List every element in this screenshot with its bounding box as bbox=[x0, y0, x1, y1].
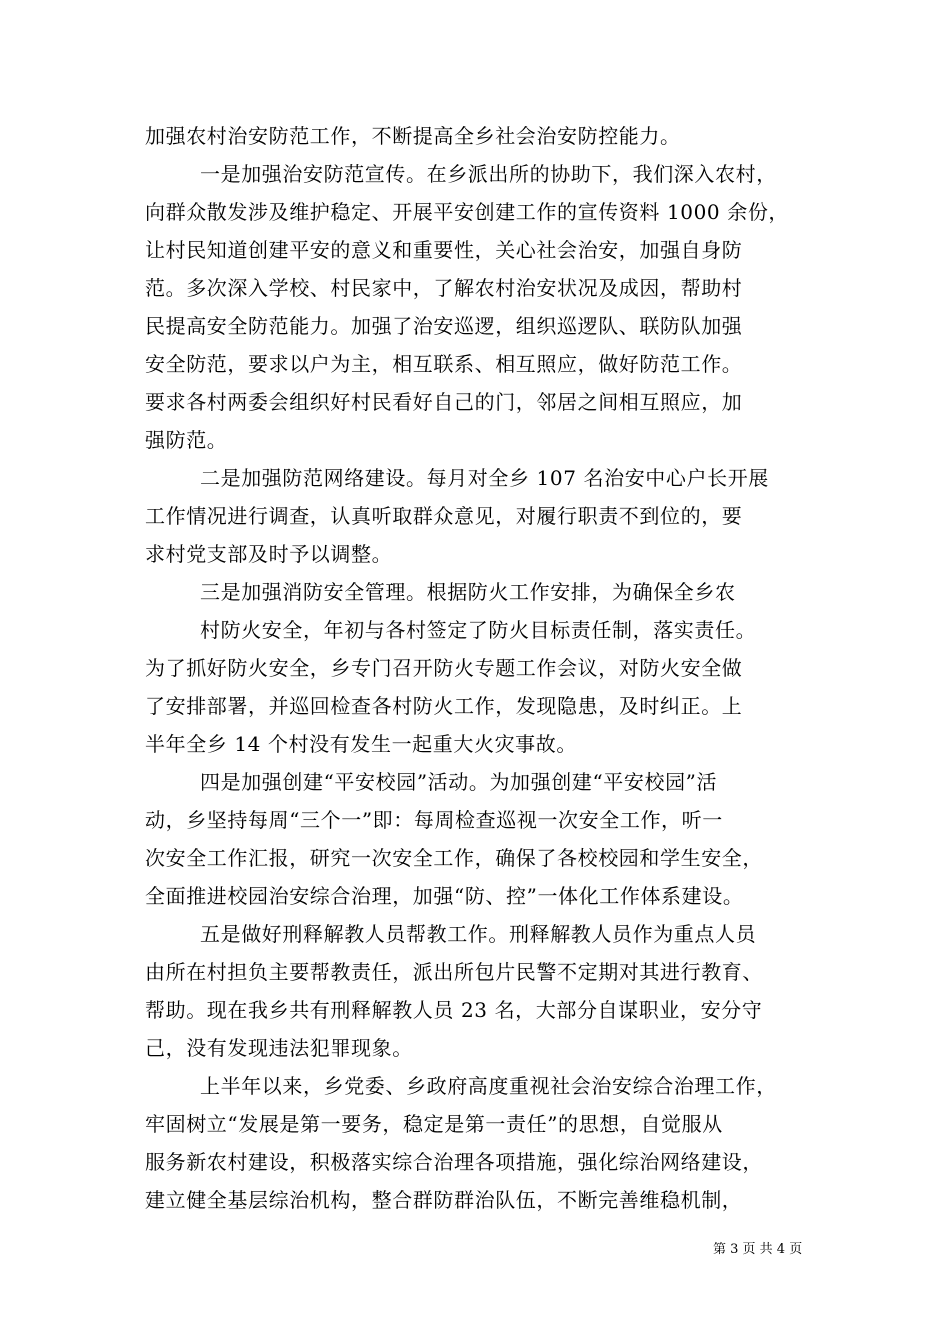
body-line: 加强农村治安防范工作，不断提高全乡社会治安防控能力。 bbox=[145, 124, 681, 148]
paragraph-first-line: 四是加强创建“平安校园”活动。为加强创建“平安校园”活 bbox=[200, 770, 718, 794]
page-number: 第 3 页 共 4 页 bbox=[713, 1242, 803, 1257]
body-line: 己，没有发现违法犯罪现象。 bbox=[145, 1036, 413, 1060]
body-line: 为了抓好防火安全，乡专门召开防火专题工作会议，对防火安全做 bbox=[145, 656, 743, 680]
body-line: 动，乡坚持每周“三个一”即：每周检查巡视一次安全工作，听一 bbox=[145, 808, 723, 832]
body-line: 服务新农村建设，积极落实综合治理各项措施，强化综治网络建设， bbox=[145, 1150, 763, 1174]
body-line: 让村民知道创建平安的意义和重要性，关心社会治安，加强自身防 bbox=[145, 238, 743, 262]
paragraph-first-line: 二是加强防范网络建设。每月对全乡 107 名治安中心户长开展 bbox=[200, 466, 769, 490]
body-line: 范。多次深入学校、村民家中，了解农村治安状况及成因，帮助村 bbox=[145, 276, 743, 300]
paragraph-first-line: 一是加强治安防范宣传。在乡派出所的协助下，我们深入农村， bbox=[200, 162, 777, 186]
body-line: 次安全工作汇报，研究一次安全工作，确保了各校校园和学生安全， bbox=[145, 846, 763, 870]
body-line: 半年全乡 14 个村没有发生一起重大火灾事故。 bbox=[145, 732, 577, 756]
body-line: 求村党支部及时予以调整。 bbox=[145, 542, 393, 566]
paragraph-first-line: 五是做好刑释解教人员帮教工作。刑释解教人员作为重点人员 bbox=[200, 922, 757, 946]
body-line: 安全防范，要求以户为主，相互联系、相互照应，做好防范工作。 bbox=[145, 352, 743, 376]
body-line: 帮助。现在我乡共有刑释解教人员 23 名，大部分自谋职业，安分守 bbox=[145, 998, 763, 1022]
body-line: 全面推进校园治安综合治理，加强“防、控”一体化工作体系建设。 bbox=[145, 884, 744, 908]
body-line: 民提高安全防范能力。加强了治安巡逻，组织巡逻队、联防队加强 bbox=[145, 314, 743, 338]
body-line: 强防范。 bbox=[145, 428, 228, 452]
paragraph-first-line: 三是加强消防安全管理。根据防火工作安排，为确保全乡农 bbox=[200, 580, 736, 604]
body-line: 牢固树立“发展是第一要务，稳定是第一责任”的思想，自觉服从 bbox=[145, 1112, 723, 1136]
body-line: 向群众散发涉及维护稳定、开展平安创建工作的宣传资料 1000 余份， bbox=[145, 200, 790, 224]
body-line: 由所在村担负主要帮教责任，派出所包片民警不定期对其进行教育、 bbox=[145, 960, 763, 984]
body-line: 村防火安全，年初与各村签定了防火目标责任制，落实责任。 bbox=[200, 618, 757, 642]
paragraph-first-line: 上半年以来，乡党委、乡政府高度重视社会治安综合治理工作， bbox=[200, 1074, 777, 1098]
body-line: 要求各村两委会组织好村民看好自己的门，邻居之间相互照应，加 bbox=[145, 390, 743, 414]
body-line: 了安排部署，并巡回检查各村防火工作，发现隐患，及时纠正。上 bbox=[145, 694, 743, 718]
body-line: 工作情况进行调查，认真听取群众意见，对履行职责不到位的，要 bbox=[145, 504, 743, 528]
body-line: 建立健全基层综治机构，整合群防群治队伍，不断完善维稳机制， bbox=[145, 1188, 743, 1212]
